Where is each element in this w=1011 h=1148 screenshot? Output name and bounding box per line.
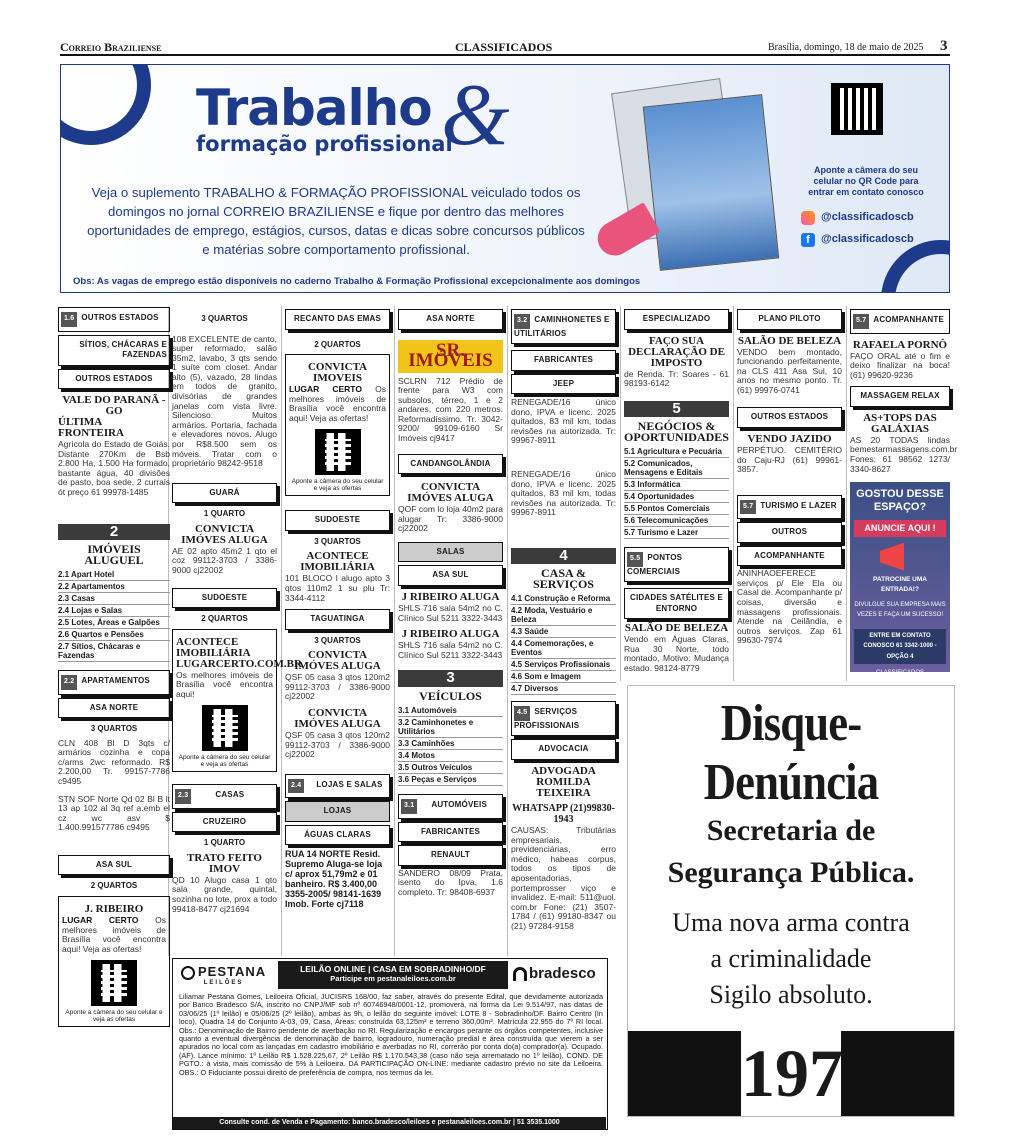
section-header: TAGUATINGA — [285, 609, 390, 630]
ad-body: VENDO bem montado, funcionando perfeitamente, na CLS 411 Asa Sul, 10 anos no mesmo ponto. Tr. (61) 99976-0741 — [737, 346, 842, 395]
column-2 — [172, 304, 302, 914]
ad-title: CONVICTA IMÓVES ALUGA — [407, 481, 494, 505]
section-header: 2.2 APARTAMENTOS — [58, 670, 170, 695]
section-header: ASA NORTE — [398, 309, 503, 330]
ad-title: CONVICTA IMÓVES ALUGA — [181, 522, 268, 546]
qr-code[interactable] — [831, 83, 883, 135]
ad-title: J RIBEIRO ALUGA — [401, 590, 500, 603]
section-header: 5.7 TURISMO E LAZER — [737, 495, 842, 520]
ad-body: 101 BLOCO I alugo apto 3 qtos 110m2 1 su plu Tr: 3344-4112 — [285, 573, 390, 603]
banner-note: Obs: As vagas de emprego estão disponíveis no caderno Trabalho & Formação Profissional excepcionalmente aos domingos — [73, 276, 641, 287]
category-item[interactable]: 3.2 Caminhonetes e Utilitários — [398, 717, 503, 738]
section-header: 1.6 OUTROS ESTADOS — [58, 307, 170, 332]
ad-box — [172, 629, 302, 773]
subsection: 3 QUARTOS — [314, 635, 361, 645]
banner-amp: & — [441, 67, 510, 164]
category-item[interactable]: 2.6 Quartos e Pensões — [58, 629, 170, 641]
ad-body: FAÇO ORAL até o fim e deixo finalizar na boca! (61) 99620-9236 — [850, 350, 950, 380]
section-header: GUARÁ — [172, 483, 277, 504]
section-header: PLANO PILOTO — [737, 309, 842, 330]
column-7 — [737, 304, 842, 646]
auction-footer: Consulte cond. de Venda e Pagamento: banco.bradesco/leiloes e pestanaleiloes.com.br | 51 3535.1000 — [173, 1117, 606, 1129]
ad-subtitle: LUGARCERTO.COM.BR — [176, 657, 302, 670]
ad-subtitle: WHATSAPP (21)99830-1943 — [512, 802, 615, 825]
category-number: 2 — [58, 524, 170, 541]
megaphone-icon — [880, 543, 920, 571]
sr-imoveis-logo: SR. IMÓVEIS — [398, 340, 503, 373]
promo-brand: CLASSIFICADOS — [875, 670, 924, 677]
category-item[interactable]: 3.6 Peças e Serviços — [398, 774, 503, 786]
category-item[interactable]: 3.4 Motos — [398, 750, 503, 762]
category-item[interactable]: 2.4 Lojas e Salas — [58, 605, 170, 617]
section-header: ASA SUL — [398, 565, 503, 586]
ad-title: VALE DO PARANÃ - GO — [62, 394, 166, 417]
qr-code[interactable] — [91, 960, 137, 1006]
ad-title: CONVICTA IMÓVES ALUGA — [294, 649, 381, 673]
promo-title: GOSTOU DESSE ESPAÇO? — [856, 488, 944, 514]
banner-title: Trabalho — [196, 79, 432, 137]
ad-body: CAUSAS: Tributárias empresariais, previdenciárias, erro médico, habeas corpus, todos os tipos de aposentadorias, portemprosser viço e invalidez. E-mail: 511@uol. com.br Fone: (21) 3507-1784 / (61) 99180-8347 ou (21) 97284-9158 — [511, 824, 616, 931]
section-header: FABRICANTES — [511, 350, 616, 371]
category-item[interactable]: 4.6 Som e Imagem — [511, 671, 616, 683]
ad-title: SALÃO DE BELEZA — [737, 334, 842, 347]
section-header: FABRICANTES — [398, 822, 503, 843]
disque-denuncia-ad — [627, 685, 955, 1117]
section-header: 2.3 CASAS — [172, 784, 277, 809]
ad-box: CONVICTA IMOVEIS LUGAR CERTO Os melhores imóveis de Brasília você encontra aqui! Veja as ofertas! Aponte a câmera do seu celular e veja as ofertas — [285, 354, 390, 496]
ad-body: 108 EXCELENTE de canto, super reformado, salão 35m2, lavabo, 3 qts sendo 1 suíte com closet. Andar alto (5), vazado, 28 lindas em todos de granito, divisórias de grandes janelas com vista livre. Silencioso. Muitos armários. Portaria, fachada e elevadores novos. Alugo por R$8.500 sem os móveis. Tratar com o proprietário 98242-9518 — [172, 333, 277, 469]
category-list — [624, 446, 729, 539]
ad-title: RUA 14 NORTE Resid. Supremo Aluga-se loja c/ aprox 51,79m2 e 01 banheiro. R$ 3.400,00 3355-2005/ 98141-1639 Imob. Forte cj7118 — [285, 849, 383, 910]
section-header: CIDADES SATÉLITES E ENTORNO — [624, 588, 729, 619]
denuncia-line: Secretaria de — [706, 814, 876, 847]
qr-code[interactable] — [202, 705, 248, 751]
ad-body: SHLS 716 sala 54m2 no C. Clínico Sul 5211 3322-3443 — [398, 640, 503, 660]
ad-title: ACONTECE IMOBILIÁRIA — [176, 635, 251, 659]
date: Brasília, domingo, 18 de maio de 2025 — [768, 42, 924, 53]
section-header: SALAS — [398, 542, 503, 563]
ad-box: J. RIBEIRO LUGAR CERTO Os melhores imóveis de Brasília você encontra aqui! Veja as ofertas! Aponte a câmera do seu celular e veja as ofertas — [58, 896, 170, 1027]
category-item[interactable]: 5.7 Turismo e Lazer — [624, 527, 729, 539]
category-item[interactable]: 2.3 Casas — [58, 593, 170, 605]
category-item[interactable]: 5.3 Informática — [624, 479, 729, 491]
ad-body: STN SOF Norte Qd 02 Bl B lt 13 ap 102 al 3q ref a.emb el cz wc asv $ 1.400.991577786 c9495 — [58, 793, 170, 833]
section-header: ASA NORTE — [58, 698, 170, 719]
promo-cta[interactable]: ANUNCIE AQUI ! — [854, 520, 946, 537]
auction-header: LEILÃO ONLINE | CASA EM SOBRADINHO/DF Participe em pestanaleiloes.com.br — [278, 961, 508, 989]
ad-title: AS+TOPS DAS GALÁXIAS — [863, 411, 937, 435]
category-name: IMÓVEIS ALUGUEL — [84, 542, 144, 567]
category-item[interactable]: 4.4 Comemorações, e Eventos — [511, 638, 616, 659]
column-3 — [285, 304, 390, 909]
ad-body: Os melhores imóveis de Brasília você encontra aqui! — [176, 669, 273, 699]
facebook-handle[interactable]: @classificadoscb — [821, 233, 914, 245]
banner-text: Veja o suplemento TRABALHO & FORMAÇÃO PROFISSIONAL veiculado todos os domingos no jornal CORREIO BRAZILIENSE e fique por dentro das melhores oportunidades de emprego, estágios, cursos, datas e dicas sobre concursos públicos e matérias sobre comportamento profissional. — [87, 185, 585, 257]
denuncia-line: a criminalidade — [710, 944, 872, 973]
section-header: 3.2 CAMINHONETES E UTILITÁRIOS — [511, 309, 616, 344]
bradesco-icon — [513, 967, 527, 981]
category-name: VEÍCULOS — [419, 688, 482, 703]
auction-ad — [172, 958, 608, 1130]
section-header: MASSAGEM RELAX — [850, 386, 950, 407]
category-item[interactable]: 2.1 Apart Hotel — [58, 569, 170, 581]
category-number: 3 — [398, 670, 503, 687]
trabalho-banner — [60, 64, 950, 293]
section-header: ACOMPANHANTE — [737, 546, 842, 567]
section-header: 5.5 PONTOS COMERCIAIS — [624, 547, 729, 582]
ad-body: Agrícola do Estado de Goiás. Distante 270Km de Bsb 2.800 Ha, 1.500 Ha formado, bastante água, 40 divisões de pasto, boa sede, 2 currais ót preço 61 99978-1485 — [58, 439, 170, 497]
category-item[interactable]: 4.7 Diversos — [511, 683, 616, 695]
ad-body: de Renda. Tr: Soares - 61 98193-6142 — [624, 368, 729, 389]
denuncia-line: Sigilo absoluto. — [709, 980, 873, 1009]
qr-caption: Aponte a câmera do seu celular e veja as ofertas — [291, 478, 384, 493]
magazine-cover — [643, 94, 780, 271]
ad-body: RENEGADE/16 único dono, IPVA e licenc. 2025 quitados, 83 mil km, todas revisões na autorizada. Tr: 99967-8911 — [511, 397, 616, 446]
category-list — [511, 593, 616, 695]
section-header: ÁGUAS CLARAS — [285, 825, 390, 846]
pestana-logo: PESTANA LEILÕES — [181, 964, 266, 986]
ad-title: RAFAELA PORNÔ — [852, 338, 948, 351]
category-name: NEGÓCIOS & OPORTUNIDADES — [624, 419, 729, 444]
section-header: 5.7 ACOMPANHANTE — [850, 309, 950, 334]
category-list — [58, 569, 170, 662]
section-header: RECANTO DAS EMAS — [285, 309, 390, 330]
category-item[interactable]: 2.5 Lotes, Áreas e Galpões — [58, 617, 170, 629]
ad-body: SANDERO 08/09 Prata, isento do Ipva, 1.6 completo. Tr: 98408-6937 — [398, 867, 503, 897]
category-item[interactable]: 3.3 Caminhões — [398, 738, 503, 750]
promo-text: PATROCINE UMA ENTRADA!? — [873, 575, 927, 594]
denuncia-line: Segurança Pública. — [667, 856, 915, 889]
ad-body: RENEGADE/16 único dono, IPVA e licenc. 2025 quitados, 83 mil km, todas revisões na autorizada. Tr: 99967-8911 — [511, 468, 616, 518]
ad-body: PERPÉTUO. CEMITÉRIO do Caju-RJ (61) 99961-3857. — [737, 444, 842, 475]
category-item[interactable]: 5.5 Pontos Comerciais — [624, 503, 729, 515]
column-6 — [624, 304, 729, 674]
ad-subtitle: ÚLTIMA FRONTEIRA — [58, 416, 125, 439]
ad-title: TRATO FEITO IMOV — [187, 851, 262, 875]
ad-body: SCLRN 712 Prédio de frente para W3 com subsolos, térreo, 1 e 2 andares, com 220 metros. Reformadíssimo. Tr. 3042-9200/ 99109-6160 Sr Imóveis cj9417 — [398, 375, 503, 444]
column-8 — [850, 304, 958, 677]
section-header: ADVOCACIA — [511, 739, 616, 760]
facebook-icon[interactable]: f — [801, 233, 815, 247]
denuncia-number[interactable]: 197 — [741, 1031, 841, 1116]
ad-body: QD 10 Alugo casa 1 qto sala grande, quintal, sozinha no lote, prox a todo 99418-8477 cj21694 — [172, 874, 277, 914]
ad-title: J RIBEIRO ALUGA — [401, 628, 500, 641]
qr-caption: Aponte a câmera do seu celular e veja as ofertas — [65, 1009, 163, 1024]
section-header: OUTROS ESTADOS — [58, 369, 170, 390]
page-number: 3 — [940, 38, 948, 54]
section-header: ESPECIALIZADO — [624, 309, 729, 330]
category-list — [398, 705, 503, 786]
qr-caption: Aponte a câmera do seu celular e veja as ofertas — [178, 754, 271, 769]
category-item[interactable]: 2.2 Apartamentos — [58, 581, 170, 593]
category-item[interactable]: 3.1 Automóveis — [398, 705, 503, 717]
category-item[interactable]: 4.1 Construção e Reforma — [511, 593, 616, 605]
category-item[interactable]: 4.5 Serviços Profissionais — [511, 659, 616, 671]
subsection: 2 QUARTOS — [201, 614, 248, 624]
category-item[interactable]: 5.4 Oportunidades — [624, 491, 729, 503]
masthead — [60, 38, 950, 56]
category-number: 4 — [511, 548, 616, 565]
promo-contact: ENTRE EM CONTATO CONOSCO 61 3342-1000 - OPÇÃO 4 — [854, 629, 946, 665]
section-header: JEEP — [511, 374, 616, 395]
bradesco-logo: bradesco — [513, 965, 596, 982]
ad-body: AS 20 TODAS lindas bemestarmassagens.com.br Fones: 61 98562 1273/ 3340-8627 — [850, 434, 958, 474]
ad-title: ACONTECE IMOBILIÁRIA — [300, 550, 375, 574]
subsection: 3 QUARTOS — [90, 724, 138, 734]
column-4 — [398, 304, 503, 898]
section-header: RENAULT — [398, 845, 503, 866]
ad-body: AE 02 apto 45m2 1 qto el coz 99112-3703 / 3386-9000 cj22002 — [172, 545, 277, 575]
subsection: 1 QUARTO — [203, 838, 246, 848]
column-5 — [511, 304, 616, 931]
section-header: SUDOESTE — [172, 588, 277, 609]
ad-body: CLN 408 Bl D 3qts c/ armários cozinha e copa c/arms 2wc reformado. R$ 2.200,00 Tr. 99157-7786 c9495 — [58, 737, 170, 786]
auction-text: Liliamar Pestana Gomes, Leiloeira Oficial, JUCISRS 168/00, faz saber, através do presente Edital, que devidamente autorizada por Banco Bradesco S/A, inscrito no CNPJ/MF sob nº 60746948/0001-12, promoverá, na forma da Lei 9.514/97, nas datas de 03/06/25 (1º leilão) e 05/06/25 (2º leilão), ambas às 9h, o leilão do seguinte imóvel: LOTE 8 - Sobradinho/DF. Bairro Centro (In loco), Quadra 14 do Conjunto A-03, 09, Casa, Áreas: construída 63,125m² e terreno 360,00m². Matrícula 22.955 do 7º RI local. Obs.: Denominação de Bairro pendente de averbação no RI. Regularização e encargos perante os órgãos competentes, inclusive quanto a eventual divergência de denominação de bairro, logradouro, numeração predial e área construída que vierem a ser apurados no local com as lançadas em cadastro imobiliário e averbadas no RI, correrão por conta do(a) comprador(a). Ocupado. (AF). Lance mínimo: 1º Leilão R$ 1.528.225,67, 2º Leilão R$ 1.170.543,38 (caso não seja arrematado no 1º leilão). COND. DE PGTO.: à vista, mais comissão de 5% à Leiloeira. DA PARTICIPAÇÃO ON-LINE: mediante cadastro prévio no site da Leiloeira. OBS.: O Fiduciante possui direito de preferência de compra, nos termos da lei. — [179, 992, 603, 1077]
ad-subtitle: DECLARAÇÃO DE IMPOSTO — [628, 345, 725, 369]
section-header: 3.1 AUTOMÓVEIS — [398, 794, 503, 819]
section-header: 4.5 SERVIÇOS PROFISSIONAIS — [511, 701, 616, 736]
ad-title: SALÃO DE BELEZA — [624, 622, 729, 635]
ad-body: QSF 05 casa 3 qtos 120m2 99112-3703 / 3386-9000 cj22002 — [285, 672, 390, 702]
section-header: 2.4 LOJAS E SALAS — [285, 774, 390, 799]
section-name: CLASSIFICADOS — [455, 40, 553, 54]
ad-title: FAÇO SUA — [648, 334, 705, 347]
section-header: CRUZEIRO — [172, 812, 277, 833]
advertise-promo[interactable] — [850, 482, 950, 677]
subsection: 2 QUARTOS — [90, 881, 138, 891]
instagram-icon[interactable] — [801, 211, 815, 225]
subsection: 2 QUARTOS — [314, 339, 361, 349]
denuncia-line: Uma nova arma contra — [672, 908, 910, 937]
section-header: OUTROS ESTADOS — [737, 407, 842, 428]
denuncia-title: Disque-Denúncia — [703, 695, 879, 811]
category-item[interactable]: 4.3 Saúde — [511, 626, 616, 638]
ad-title: J. RIBEIRO — [84, 902, 144, 915]
section-header: CANDANGOLÂNDIA — [398, 454, 503, 475]
category-item[interactable]: 5.1 Agricultura e Pecuária — [624, 446, 729, 458]
ad-body: QOF com lo loja 40m2 para alugar Tr: 3386-9000 cj22002 — [398, 504, 503, 534]
section-header: ASA SUL — [58, 855, 170, 876]
category-name: CASA & SERVIÇOS — [533, 566, 594, 591]
column-1 — [58, 304, 170, 1027]
subsection: 1 QUARTO — [203, 509, 246, 519]
paper-name: Correio Braziliense — [60, 40, 162, 54]
section-header: LOJAS — [285, 801, 390, 822]
section-header: SÍTIOS, CHÁCARAS E FAZENDAS — [58, 335, 170, 366]
ad-body: ANINHAOEFERECE serviços p/ Ele Ela ou Casal de. Acompanhante p/ coisas, diversão e massagens profissionais. Atende na Ceilândia, e outros serviços. Zap 61 99630-7974 — [737, 568, 842, 646]
category-number: 5 — [624, 401, 729, 418]
ad-body: Vendo em Águas Claras, Rua 30 Norte, todo montado, Motivo: Mudança estado. 98124-8779 — [624, 634, 729, 673]
banner-subtitle: formação profissional — [196, 132, 453, 156]
qr-code[interactable] — [315, 429, 361, 475]
ad-title: ADVOGADA ROMILDA TEIXEIRA — [531, 764, 596, 799]
ad-title: CONVICTA IMOVEIS — [307, 361, 368, 384]
instagram-handle[interactable]: @classificadoscb — [821, 211, 914, 223]
ad-body: QSF 05 casa 3 qtos 120m2 99112-3703 / 3386-9000 cj22002 — [285, 729, 390, 760]
category-item[interactable]: 3.5 Outros Veículos — [398, 762, 503, 774]
promo-text: DIVULGUE SUA EMPRESA MAIS VEZES E FAÇA UM SUCESSO! — [854, 601, 946, 619]
ad-body: SHLS 716 sala 54m2 no C. Clínico Sul 5211 3322-3443 — [398, 602, 503, 623]
qr-text: Aponte a câmera do seu celular no QR Code para entrar em contato conosco — [808, 165, 924, 197]
subsection: 3 QUARTOS — [314, 536, 361, 546]
pestana-icon — [181, 966, 195, 980]
category-item[interactable]: 4.2 Moda, Vestuário e Beleza — [511, 605, 616, 626]
category-item[interactable]: 2.7 Sítios, Chácaras e Fazendas — [58, 641, 170, 662]
ad-title: CONVICTA IMÓVES ALUGA — [294, 706, 381, 730]
category-item[interactable]: 5.2 Comunicados, Mensagens e Editais — [624, 458, 729, 479]
category-item[interactable]: 5.6 Telecomunicações — [624, 515, 729, 527]
subsection: 3 QUARTOS — [201, 314, 248, 323]
section-header: OUTROS — [737, 522, 842, 543]
ad-title: VENDO JAZIDO — [747, 432, 832, 445]
section-header: SUDOESTE — [285, 510, 390, 531]
